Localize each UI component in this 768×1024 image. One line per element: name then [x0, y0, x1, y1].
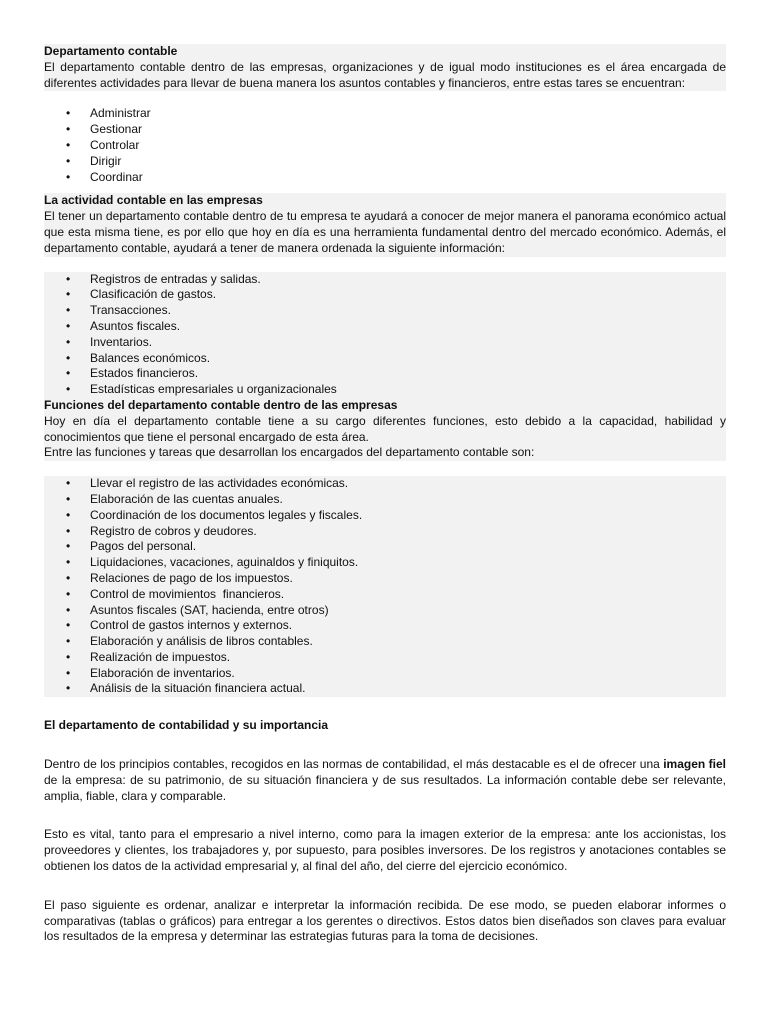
section-title: Departamento contable: [44, 44, 178, 58]
list-item: • Coordinar: [44, 170, 726, 186]
section-departamento-contable: [44, 44, 726, 91]
list-item: • Relaciones de pago de los impuestos.: [44, 571, 726, 587]
list-item: • Pagos del personal.: [44, 539, 726, 555]
section-paragraph: El paso siguiente es ordenar, analizar e interpretar la información recibida. De ese modo, se pueden elaborar informes o comparativas (tablas o gráficos) para entregar a los gerentes o directivos. Estos datos bien diseñados son claves para evaluar los resultados de la empresa y determinar las estrategias futuras para la toma de decisiones.: [44, 897, 726, 944]
section-title: Funciones del departamento contable dentro de las empresas: [44, 397, 398, 412]
list-item: • Asuntos fiscales.: [44, 319, 726, 335]
section-funciones: [44, 398, 726, 461]
bullet-list-funciones: [44, 476, 726, 697]
document-page: [44, 44, 726, 945]
list-item: • Dirigir: [44, 154, 726, 170]
list-item: • Controlar: [44, 138, 726, 154]
list-item: • Gestionar: [44, 122, 726, 138]
list-item: • Elaboración y análisis de libros contables.: [44, 634, 726, 650]
section-paragraph: Hoy en día el departamento contable tiene a su cargo diferentes funciones, esto debido a la capacidad, habilidad y conocimientos que tiene el personal encargado de esta área.: [44, 413, 726, 444]
section-title-importancia: El departamento de contabilidad y su importancia: [44, 718, 329, 733]
list-item: • Elaboración de inventarios.: [44, 666, 726, 682]
section-paragraph: [44, 757, 726, 804]
list-item: • Administrar: [44, 106, 726, 122]
list-item: • Inventarios.: [44, 335, 726, 351]
list-item: • Estadísticas empresariales u organizacionales: [44, 382, 726, 398]
section-actividad-contable: [44, 193, 726, 256]
section-paragraph: Esto es vital, tanto para el empresario a nivel interno, como para la imagen exterior de la empresa: ante los accionistas, los proveedores y clientes, los trabajadores y, por supuesto, para posibles inversores. De los registros y anotaciones contables se obtienen los datos de la actividad empresarial y, al final del año, del cierre del ejercicio económico.: [44, 827, 726, 874]
paragraph-text: Dentro de los principios contables, recogidos en las normas de contabilidad, el más destacable es el de ofrecer una: [44, 757, 664, 772]
bullet-list-tareas: [44, 106, 726, 185]
section-paragraph: El departamento contable dentro de las empresas, organizaciones y de igual modo instituciones es el área encargada de diferentes actividades para llevar de buena manera los asuntos contables y financieros, entre estas tares se encuentran:: [44, 59, 726, 90]
list-item: • Estados financieros.: [44, 366, 726, 382]
section-paragraph: Entre las funciones y tareas que desarrollan los encargados del departamento contable son:: [44, 445, 535, 460]
list-item: • Balances económicos.: [44, 351, 726, 367]
list-item: • Control de gastos internos y externos.: [44, 618, 726, 634]
list-item: • Registros de entradas y salidas.: [44, 272, 726, 288]
list-item: • Realización de impuestos.: [44, 650, 726, 666]
emphasis-text: imagen fiel: [663, 757, 726, 772]
bullet-list-informacion: [44, 272, 726, 398]
list-item: • Registro de cobros y deudores.: [44, 524, 726, 540]
list-item: • Elaboración de las cuentas anuales.: [44, 492, 726, 508]
section-paragraph: El tener un departamento contable dentro de tu empresa te ayudará a conocer de mejor manera el panorama económico actual que esta misma tiene, es por ello que hoy en día es una herramienta fundamental dentro del mercado económico. Además, el departamento contable, ayudará a tener de manera ordenada la siguiente información:: [44, 209, 726, 255]
list-item: • Clasificación de gastos.: [44, 287, 726, 303]
list-item: • Transacciones.: [44, 303, 726, 319]
list-item: • Coordinación de los documentos legales y fiscales.: [44, 508, 726, 524]
section-title: La actividad contable en las empresas: [44, 193, 263, 208]
list-item: • Asuntos fiscales (SAT, hacienda, entre otros): [44, 603, 726, 619]
list-item: • Control de movimientos financieros.: [44, 587, 726, 603]
list-item: • Análisis de la situación financiera actual.: [44, 681, 726, 697]
paragraph-text: de la empresa: de su patrimonio, de su situación financiera y de sus resultados. La información contable debe ser relevante, amplia, fiable, clara y comparable.: [44, 772, 726, 803]
list-item: • Liquidaciones, vacaciones, aguinaldos y finiquitos.: [44, 555, 726, 571]
list-item: • Llevar el registro de las actividades económicas.: [44, 476, 726, 492]
